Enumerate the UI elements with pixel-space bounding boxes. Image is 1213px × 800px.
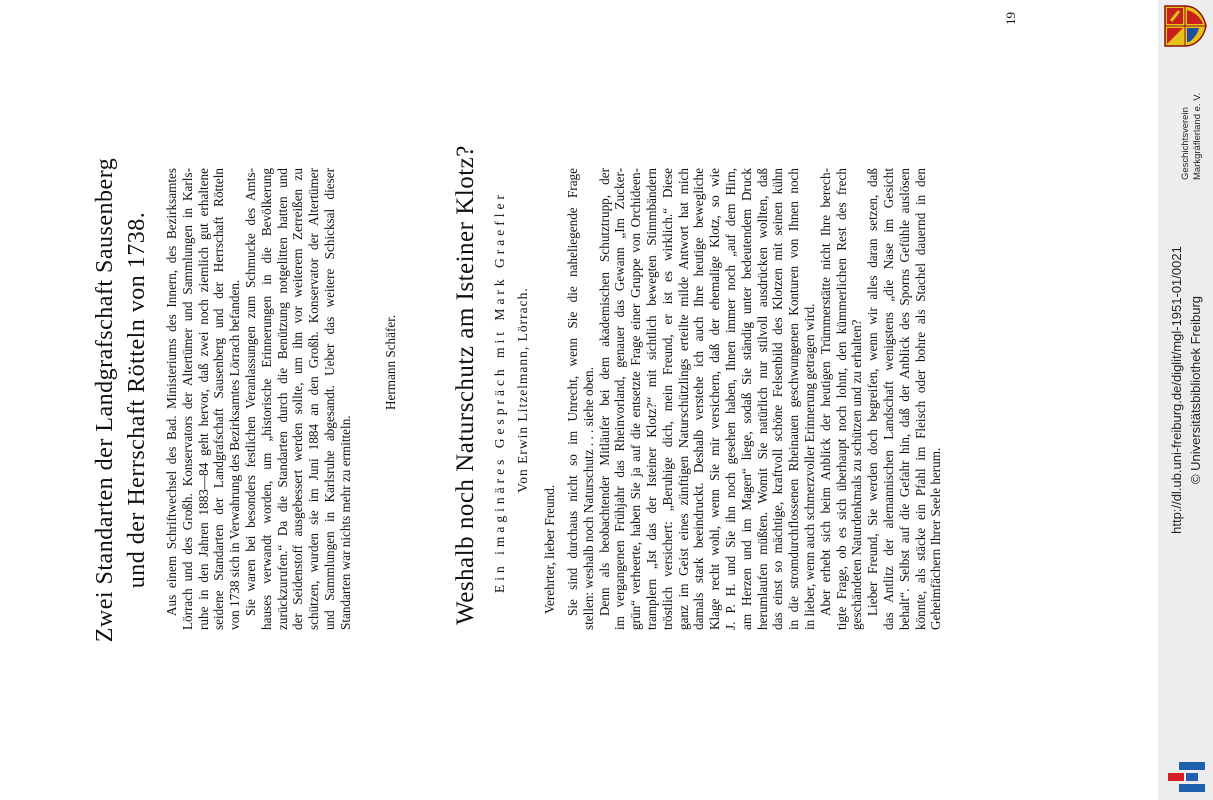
text-line: Denn als beobachtender Mitläufer bei dem akademischen Schutztrupp, der: [596, 168, 612, 616]
text-line: Lörrach und des Großh. Konservators der Altertümer und Sammlungen in Karls-: [179, 168, 195, 630]
text-line: ruhe in den Jahren 1883—84 geht hervor, daß zwei noch ziemlich gut erhaltene: [195, 168, 211, 630]
text-line: das Antlitz der alemannischen Landschaft wenigstens „die Nase im Gesicht: [881, 168, 896, 630]
text-line: in die stromdurchflossenen Rheinauen geschwungenen Konturen von Ihnen noch: [786, 168, 802, 630]
text-line: tramplern „Ist das der Isteiner Klotz?“ mit sichtlich bewegten Stimmbändern: [644, 168, 659, 630]
text-line: in lieber, wenn auch schmerzvoller Erinnerung getragen wird.: [802, 303, 817, 630]
text-line: und Sammlungen in Karlsruhe abgesandt. Ueber das weitere Schicksal dieser: [322, 168, 337, 630]
text-line: damals stark beeindruckt. Deshalb verstehe ich auch Ihre heutige bewegliche: [691, 168, 707, 630]
page-number: 19: [1003, 12, 1018, 25]
text-line: Sie sind durchaus nicht so im Unrecht, wenn Sie die naheliegende Frage: [565, 168, 580, 616]
text-line: Aus einem Schriftwechsel des Bad. Ministeriums des Innern, des Bezirksamtes: [164, 168, 179, 616]
text-line: stellen: weshalb noch Naturschutz . . . siehe oben.: [580, 367, 596, 630]
text-line: schützen, wurden sie im Juni 1884 an den Großh. Konservator der Altertümer: [306, 168, 322, 630]
text-line: ganz im Geist eines zünftigen Naturschützlings erteilte milde Antwort hat mich: [675, 168, 691, 630]
document-url[interactable]: http://dl.ub.uni-freiburg.de/diglit/mgl-1951-01/0021: [1169, 246, 1184, 534]
article1-title-line1: Zwei Standarten der Landgrafschaft Sausenberg: [92, 157, 118, 643]
text-line: herumlaufen müßten. Womit Sie natürlich nur stilvoll ausdrücken wollten, daß: [754, 168, 770, 630]
text-line: grün“ verheerte, haben Sie ja auf die entsetzte Frage einer Gruppe von Orchideen-: [628, 168, 644, 630]
text-line: Geheimfächern Ihrer Seele herum.: [928, 447, 944, 630]
text-line: von 1738 sich in Verwahrung des Bezirksamtes Lörrach befanden.: [227, 279, 243, 630]
text-line: behalt“. Selbst auf die Gefahr hin, daß der Anblick des Sporns Gefühle auslösen: [896, 168, 912, 630]
article2-salutation: Verehrter, lieber Freund.: [542, 484, 557, 614]
copyright-notice: © Universitätsbibliothek Freiburg: [1188, 295, 1203, 485]
text-line: seidene Standarten der Landgrafschaft Sausenberg und der Herrschaft Rötteln: [211, 168, 227, 630]
text-line: tröstlich versichert: „Beruhige dich, mein Freund, er ist es wirklich.“ Diese: [659, 168, 675, 630]
text-line: Standarten war nichts mehr zu ermitteln.: [337, 415, 353, 630]
text-line: am Herzen und im Magen“ liege, sodaß Sie ständig unter bedeutendem Druck: [738, 168, 754, 630]
text-line: zurückzurufen.“ Da die Standarten durch die Benützung notgelitten hatten und: [274, 168, 290, 630]
text-line: geschändeten Naturdenkmals zu schützen und zu erhalten?: [849, 319, 865, 630]
text-line: das einst so mächtige, kraftvoll schöne Felsenbild des Klotzen mit seinen kühn: [770, 168, 786, 630]
ub-freiburg-logo-icon[interactable]: [1168, 756, 1206, 792]
article1-author: Hermann Schäfer.: [383, 314, 398, 410]
text-line: Klage recht wohl, wenn Sie mir versichern, daß der ehemalige Klotz, so wie: [707, 168, 723, 630]
text-line: Lieber Freund, Sie werden doch begreifen, wenn wir alles daran setzen, daß: [865, 168, 881, 616]
text-line: hauses verwandt worden, um „historische Erinnerungen in die Bevölkerung: [258, 168, 274, 630]
viewer-sidebar: [1158, 0, 1213, 800]
article1-title-line2: und der Herrschaft Rötteln von 1738.: [124, 211, 150, 589]
text-line: im vergangenen Frühjahr das Rheinvorland, genauer das Gewann „Im Zucker-: [612, 168, 628, 630]
article2-byline: Von Erwin Litzelmann, Lörrach.: [515, 287, 530, 493]
article2-subtitle: Ein imaginäres Gespräch mit Mark Graefler: [492, 190, 507, 594]
text-line: Sie waren bei besonders festlichen Veranlassungen zum Schmucke des Amts-: [243, 168, 258, 616]
text-line: tigte Frage, ob es sich überhaupt noch lohnt, den kümmerlichen Rest des frech: [833, 168, 849, 630]
coat-of-arms-icon: [1163, 4, 1207, 48]
article2-title: Weshalb noch Naturschutz am Isteiner Klotz?: [452, 145, 479, 625]
society-name-line2: Markgräflerland e. V.: [1192, 92, 1203, 180]
text-line: J. P. H. und Sie ihn noch gesehen haben, Ihnen immer noch „auf dem Hirn,: [723, 168, 738, 630]
text-line: der Seidenstoff ausgebessert werden sollte, um ihn vor weiterem Zerreißen zu: [290, 168, 306, 630]
text-line: Aber erhebt sich beim Anblick der heutigen Trümmerstätte nicht Ihre berech-: [817, 168, 833, 616]
text-line: könnte, als stäcke ein Pfahl im Fleisch oder bohre als Stachel dauernd in den: [912, 168, 928, 630]
society-name-line1: Geschichtsverein: [1180, 107, 1191, 180]
